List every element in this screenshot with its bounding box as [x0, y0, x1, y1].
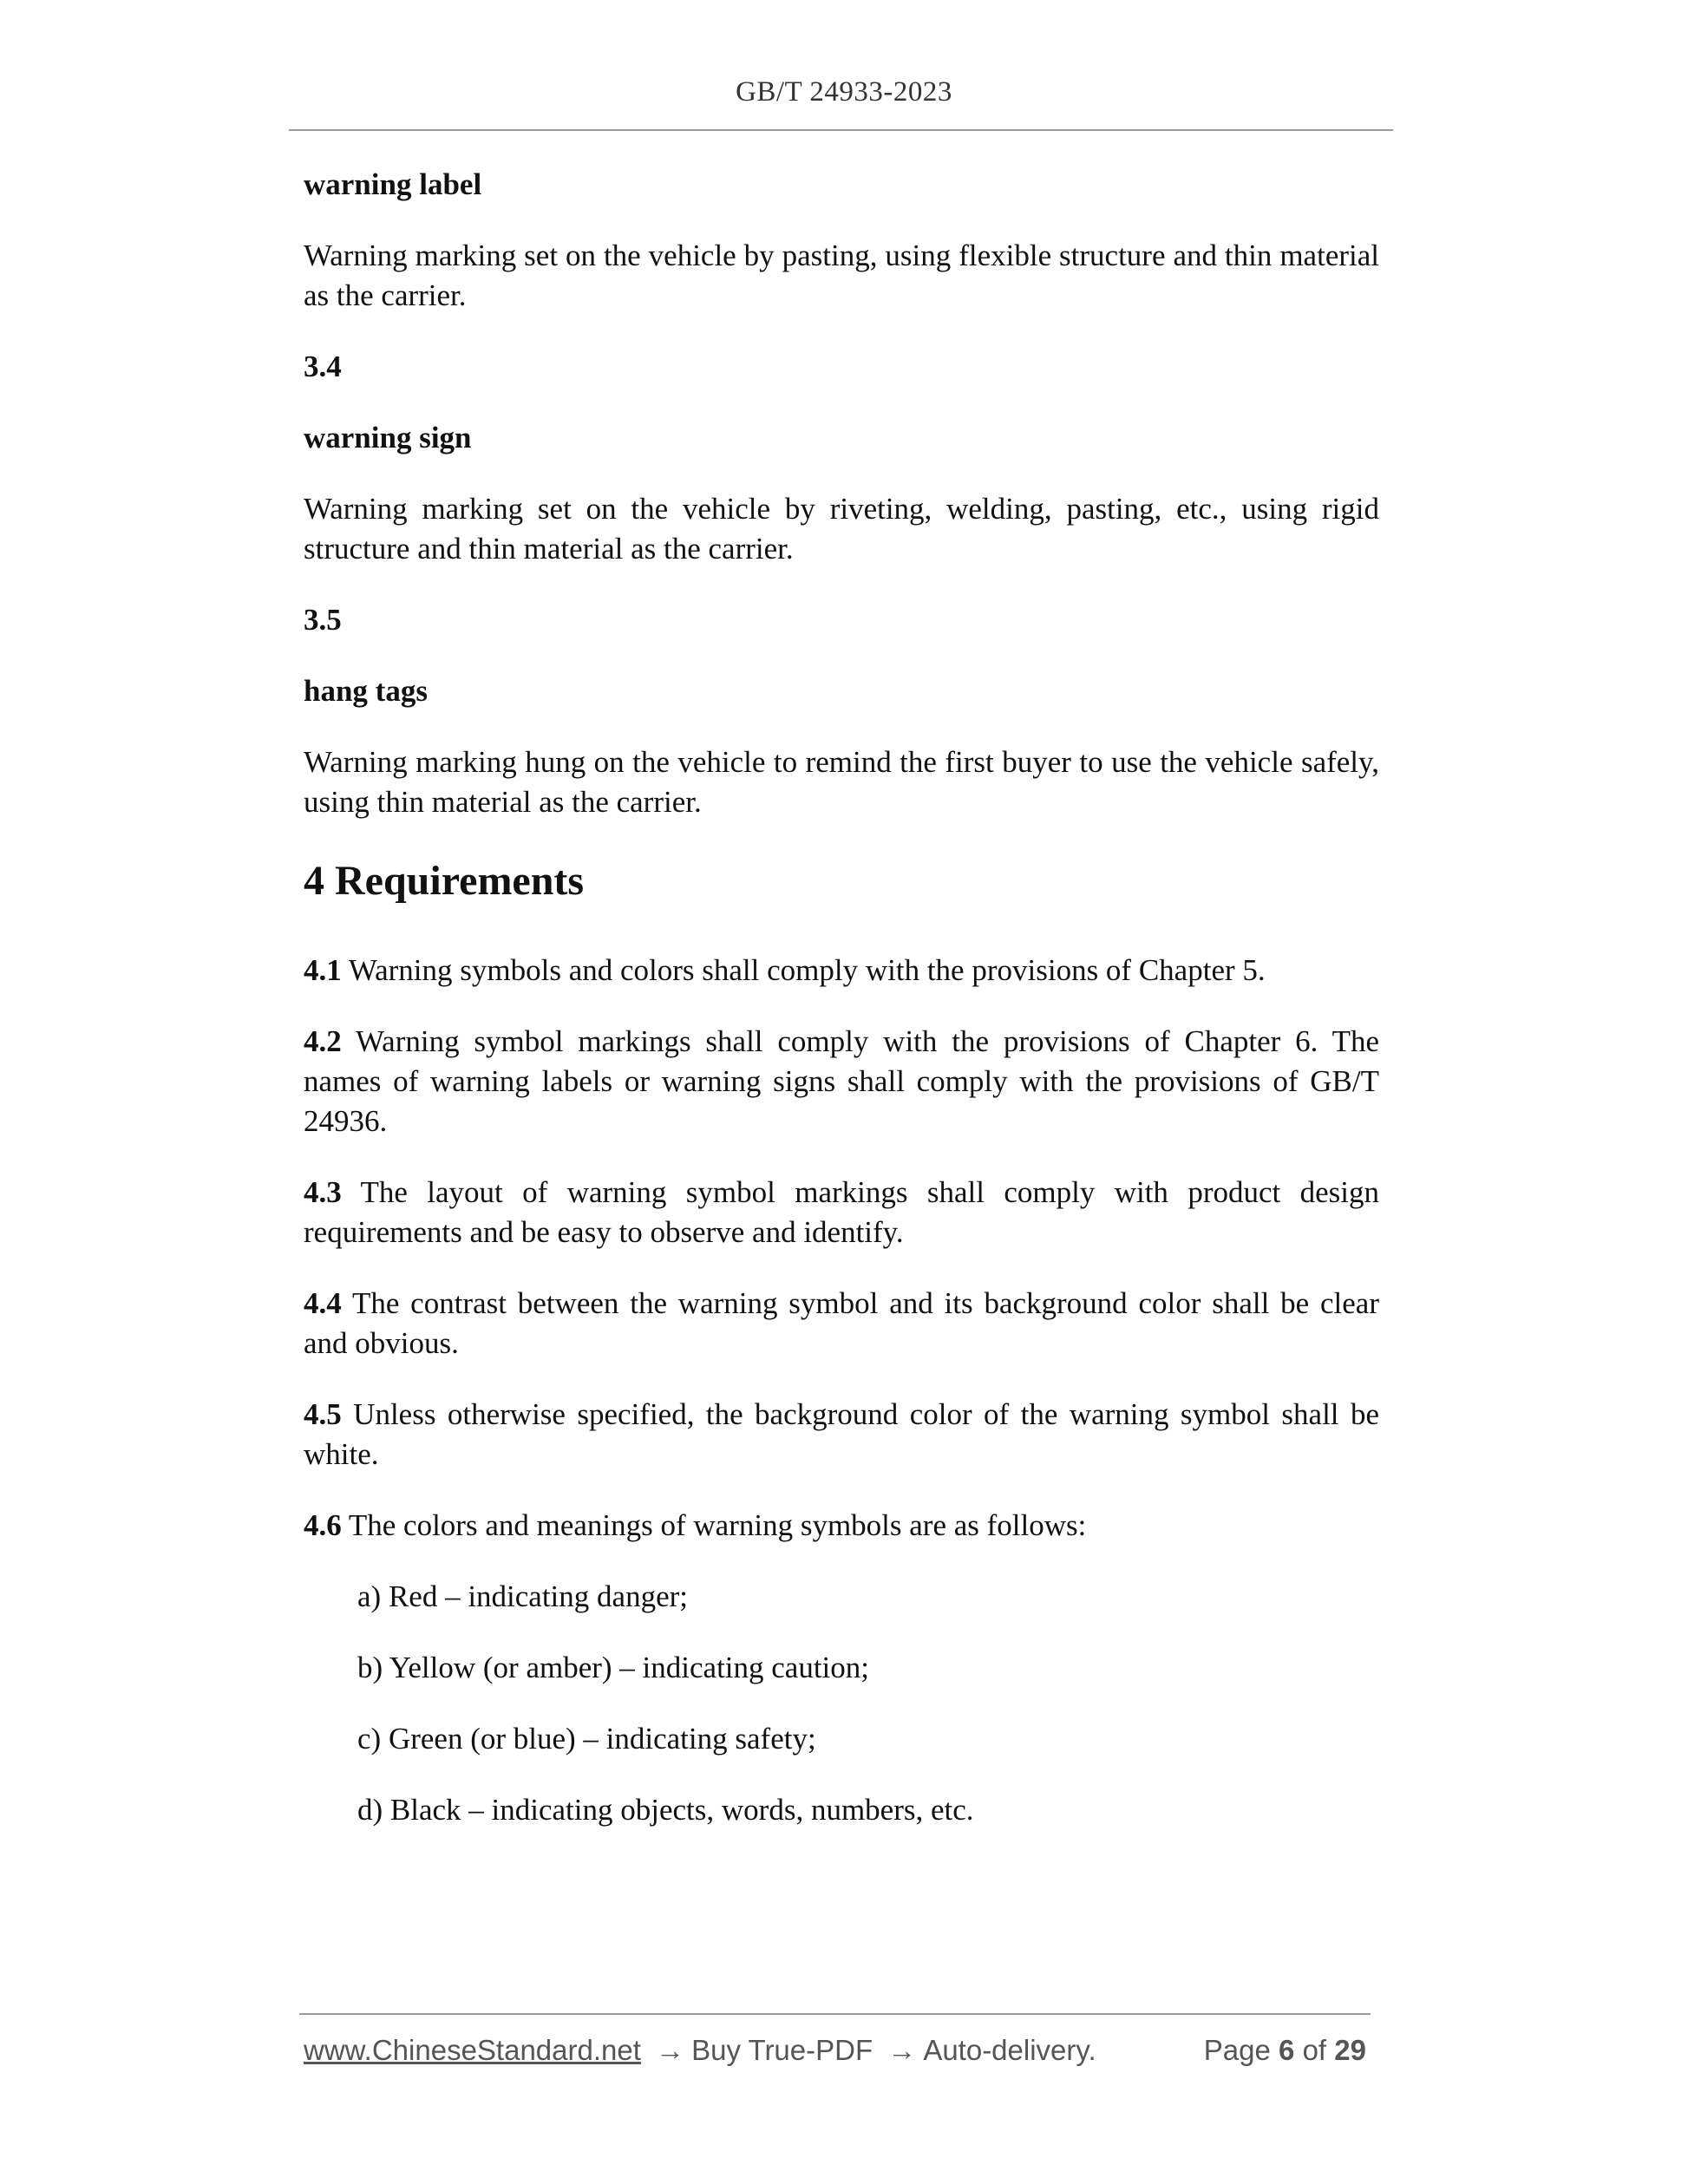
- color-list-item-red: a) Red – indicating danger;: [357, 1579, 688, 1613]
- color-list-item-green: c) Green (or blue) – indicating safety;: [357, 1722, 816, 1756]
- definition-warning-label: Warning marking set on the vehicle by pasting, using flexible structure and thin material as the carrier.: [304, 239, 1379, 312]
- header-divider: [289, 129, 1393, 131]
- document-header-title: GB/T 24933-2023: [736, 76, 952, 108]
- arrow-right-icon: →: [656, 2034, 685, 2066]
- term-warning-label: warning label: [304, 167, 482, 201]
- requirement-number: 4.1: [304, 953, 342, 987]
- requirement-text: The layout of warning symbol markings shall comply with product design requirements and be easy to observe and identify.: [304, 1175, 1379, 1249]
- chinesestandard-link[interactable]: www.ChineseStandard.net: [304, 2034, 641, 2066]
- requirement-number: 4.3: [304, 1175, 342, 1209]
- requirement-text: The contrast between the warning symbol and its background color shall be clear and obvious.: [304, 1286, 1379, 1360]
- requirement-4-4: [304, 1284, 1379, 1363]
- definition-hang-tags: Warning marking hung on the vehicle to remind the first buyer to use the vehicle safely, using thin material as the carrier.: [304, 745, 1379, 819]
- arrow-right-icon: →: [887, 2034, 917, 2066]
- requirement-text: The colors and meanings of warning symbols are as follows:: [341, 1508, 1087, 1542]
- requirement-text: Warning symbol markings shall comply with the provisions of Chapter 6. The names of warning labels or warning signs shall comply with the provisions of GB/T 24936.: [304, 1024, 1379, 1138]
- of-label: of: [1302, 2034, 1327, 2066]
- section-heading-requirements: 4 Requirements: [304, 858, 585, 904]
- requirement-text: Unless otherwise specified, the background color of the warning symbol shall be white.: [304, 1397, 1379, 1471]
- definition-warning-sign: Warning marking set on the vehicle by riveting, welding, pasting, etc., using rigid structure and thin material as the carrier.: [304, 492, 1379, 566]
- requirement-4-2: [304, 1022, 1379, 1141]
- requirement-number: 4.5: [304, 1397, 342, 1431]
- requirement-4-1: [304, 951, 1379, 991]
- page-footer: [304, 2034, 1366, 2067]
- footer-divider: [299, 2013, 1371, 2015]
- requirement-number: 4.2: [304, 1024, 342, 1058]
- requirement-number: 4.6: [304, 1508, 342, 1542]
- page-number: 6: [1279, 2034, 1295, 2066]
- requirement-4-6: [304, 1506, 1379, 1546]
- requirement-4-3: [304, 1173, 1379, 1252]
- clause-number-3-4: 3.4: [304, 350, 342, 383]
- document-body: [304, 165, 1379, 1861]
- color-list-item-black: d) Black – indicating objects, words, numbers, etc.: [357, 1793, 974, 1827]
- page-label: Page: [1203, 2034, 1271, 2066]
- requirement-text: Warning symbols and colors shall comply with the provisions of Chapter 5.: [341, 953, 1266, 987]
- term-warning-sign: warning sign: [304, 421, 472, 454]
- term-hang-tags: hang tags: [304, 674, 428, 708]
- color-list-item-yellow: b) Yellow (or amber) – indicating caution;: [357, 1651, 870, 1684]
- buy-true-pdf-text: Buy True-PDF: [691, 2034, 873, 2066]
- auto-delivery-text: Auto-delivery.: [923, 2034, 1096, 2066]
- requirement-4-5: [304, 1395, 1379, 1475]
- page-indicator: [1204, 2034, 1366, 2067]
- requirement-number: 4.4: [304, 1286, 342, 1320]
- clause-number-3-5: 3.5: [304, 603, 342, 637]
- footer-promo: [304, 2034, 1096, 2067]
- page-total: 29: [1334, 2034, 1366, 2066]
